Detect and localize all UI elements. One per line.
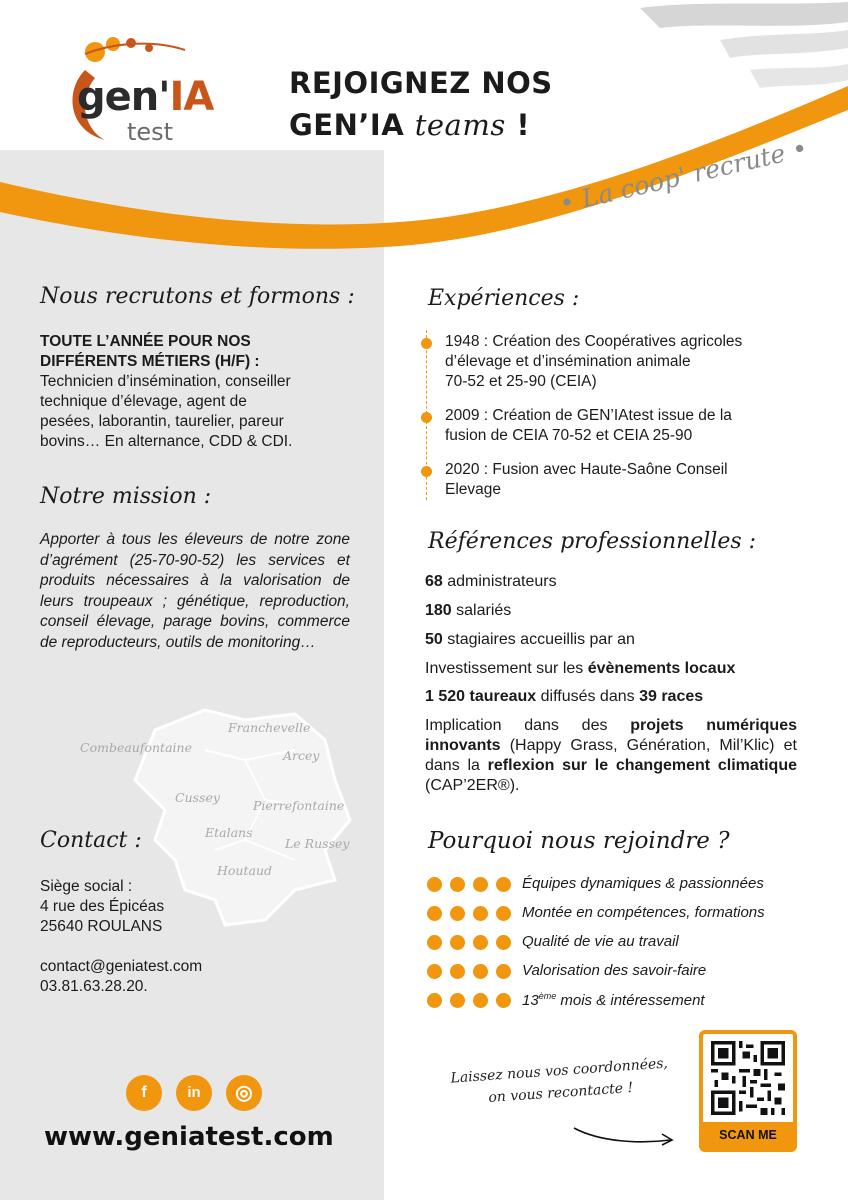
contact-phone[interactable]: 03.81.63.28.20. xyxy=(40,978,148,995)
contact-line-2: 4 rue des Épicéas xyxy=(40,898,165,915)
recruit-line-1: Technicien d’insémination, conseiller xyxy=(40,373,291,390)
why-dots-icon xyxy=(427,993,517,1009)
ref-2-text: salariés xyxy=(451,602,512,619)
headline-line-1: REJOIGNEZ NOS xyxy=(289,66,553,100)
contact-line-3: 25640 ROULANS xyxy=(40,918,163,935)
timeline-item-1948 xyxy=(445,332,797,392)
map-label-cussey: Cussey xyxy=(175,790,220,805)
headline-prefix: GEN’IA xyxy=(289,108,415,142)
timeline-item-2020 xyxy=(445,460,797,500)
why-text-5 xyxy=(522,991,705,1009)
mission-text: Apporter à tous les éleveurs de notre zone d’agrément (25-70-90-52) les services et produits nécessaires à la valorisation de leurs troupeaux ; génétique, reproduction, conseil élevage, parage bovins, commerce de reproducteurs, outils de monitoring… xyxy=(40,531,350,651)
timeline-item-2009 xyxy=(445,406,797,446)
qr-code-box[interactable] xyxy=(699,1030,797,1152)
map-label-franchevelle: Franchevelle xyxy=(228,720,311,735)
ref-4-bold: évènements locaux xyxy=(587,660,736,677)
linkedin-icon[interactable]: in xyxy=(176,1075,212,1111)
headline-line-2 xyxy=(289,104,553,146)
ref-5-races: 39 races xyxy=(639,688,704,705)
impl-b: projets numériques innovants xyxy=(425,717,797,754)
contact-address xyxy=(40,877,164,937)
why-dots-icon xyxy=(427,906,517,922)
ref-5-text: diffusés dans xyxy=(536,688,640,705)
contact-invite-line-2: on vous recontacte ! xyxy=(487,1079,634,1107)
contact-reach xyxy=(40,957,202,997)
timeline-dot-1 xyxy=(421,338,432,349)
recruit-line-3: pesées, laborantin, taurelier, pareur xyxy=(40,413,284,430)
timeline-2009-line-2: fusion de CEIA 70-52 et CEIA 25-90 xyxy=(445,427,693,444)
ref-salaries xyxy=(425,601,511,621)
contact-heading: Contact : xyxy=(40,828,142,853)
contact-invite-text xyxy=(439,1052,681,1113)
why-5-sup: ème xyxy=(538,991,557,1001)
recruit-block xyxy=(40,332,360,452)
arrow-right-icon xyxy=(570,1118,680,1148)
logo-test-text: test xyxy=(127,118,174,146)
qr-code-icon xyxy=(711,1041,785,1115)
facebook-icon[interactable]: f xyxy=(126,1075,162,1111)
ref-2-number: 180 xyxy=(425,602,452,619)
impl-d: reflexion sur le changement climatique xyxy=(487,757,797,774)
why-text-4: Valorisation des savoir-faire xyxy=(522,962,707,979)
instagram-icon[interactable]: ◎ xyxy=(226,1075,262,1111)
logo-ia-text: IA xyxy=(169,74,214,120)
ref-4-text: Investissement sur les xyxy=(425,660,588,677)
website-link[interactable]: www.geniatest.com xyxy=(44,1122,334,1152)
ref-3-text: stagiaires accueillis par an xyxy=(442,631,635,648)
recruit-caps-line-1: TOUTE L’ANNÉE POUR NOS xyxy=(40,333,251,350)
timeline-1948-line-3: 70-52 et 25-90 (CEIA) xyxy=(445,373,597,390)
ref-evenements xyxy=(425,659,735,679)
timeline-2009-line-1: 2009 : Création de GEN’IAtest issue de la xyxy=(445,407,732,424)
mission-heading: Notre mission : xyxy=(40,484,212,509)
scan-me-label: SCAN ME xyxy=(703,1122,793,1148)
logo-wordmark xyxy=(77,74,213,120)
headline-suffix: ! xyxy=(505,108,531,142)
why-heading: Pourquoi nous rejoindre ? xyxy=(428,828,730,854)
why-text-2: Montée en compétences, formations xyxy=(522,904,765,921)
why-text-3: Qualité de vie au travail xyxy=(522,933,679,950)
why-dots-icon xyxy=(427,964,517,980)
ref-1-text: administrateurs xyxy=(442,573,557,590)
timeline-1948-line-1: 1948 : Création des Coopératives agricoles xyxy=(445,333,743,350)
timeline-dot-2 xyxy=(421,412,432,423)
ref-5-number: 1 520 taureaux xyxy=(425,688,537,705)
map-label-combeaufontaine: Combeaufontaine xyxy=(80,740,192,755)
ref-taureaux xyxy=(425,687,703,707)
map-label-houtaud: Houtaud xyxy=(217,863,273,878)
why-5-num: 13 xyxy=(522,992,539,1009)
why-dots-icon xyxy=(427,935,517,951)
map-label-pierrefontaine: Pierrefontaine xyxy=(253,798,345,813)
timeline-1948-line-2: d’élevage et d’insémination animale xyxy=(445,353,691,370)
why-text-1: Équipes dynamiques & passionnées xyxy=(522,875,764,892)
impl-a: Implication dans des xyxy=(425,717,631,734)
why-dots-icon xyxy=(427,877,517,893)
ref-implication xyxy=(425,716,797,796)
contact-invite-line-1: Laissez nous vos coordonnées, xyxy=(450,1055,669,1087)
map-label-le-russey: Le Russey xyxy=(285,836,350,851)
references-heading: Références professionnelles : xyxy=(428,529,757,554)
ref-3-number: 50 xyxy=(425,631,443,648)
why-5-rest: mois & intéressement xyxy=(556,992,705,1009)
map-label-arcey: Arcey xyxy=(283,748,320,763)
ref-1-number: 68 xyxy=(425,573,443,590)
experiences-heading: Expériences : xyxy=(428,286,580,311)
timeline-2020-line-1: 2020 : Fusion avec Haute-Saône Conseil xyxy=(445,461,728,478)
ref-stagiaires xyxy=(425,630,635,650)
contact-line-1: Siège social : xyxy=(40,878,133,895)
impl-c: (Happy Grass, Génération, Mil’Klic) et dans la xyxy=(425,737,797,774)
recruit-caps-line-2: DIFFÉRENTS MÉTIERS (H/F) : xyxy=(40,353,260,370)
headline xyxy=(289,62,553,146)
impl-e: (CAP’2ER®). xyxy=(425,777,520,794)
logo-gen-text: gen' xyxy=(77,74,170,120)
recruit-line-2: technique d’élevage, agent de xyxy=(40,393,247,410)
coop-recrute-tagline: • La coop' recrute • xyxy=(556,133,811,219)
timeline-dot-3 xyxy=(421,466,432,477)
timeline-2020-line-2: Elevage xyxy=(445,481,502,498)
map-label-etalans: Etalans xyxy=(205,825,253,840)
recruit-heading: Nous recrutons et formons : xyxy=(40,284,355,309)
geniatest-logo xyxy=(55,30,214,150)
recruit-line-4: bovins… En alternance, CDD & CDI. xyxy=(40,433,293,450)
ref-administrateurs xyxy=(425,572,557,592)
contact-email[interactable]: contact@geniatest.com xyxy=(40,958,203,975)
headline-teams: teams xyxy=(414,108,506,142)
